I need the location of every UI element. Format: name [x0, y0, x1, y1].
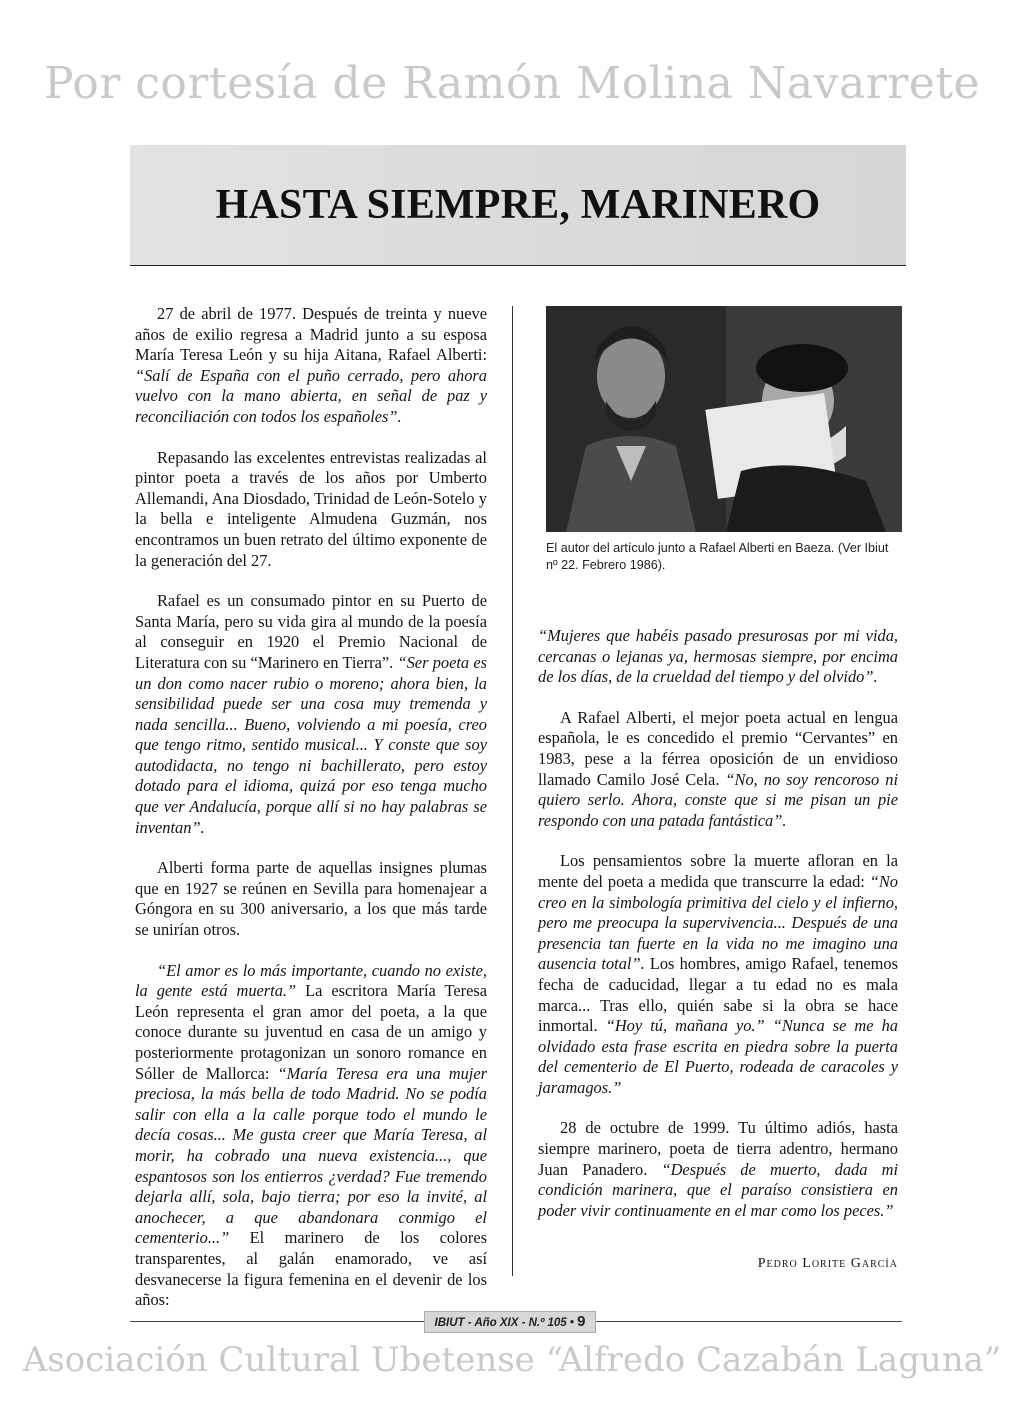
watermark-top: Por cortesía de Ramón Molina Navarrete	[43, 58, 981, 109]
paragraph: 27 de abril de 1977. Después de treinta y nueve años de exilio regresa a Madrid junto a su esposa María Teresa León y su hija Aitana, Rafael Alberti: “Salí de España con el puño cerrado, pero ahora vuelvo con la mano abierta, en señal de paz y reconciliación con todos los españoles”.	[135, 304, 487, 426]
right-column	[538, 626, 898, 1241]
paragraph: A Rafael Alberti, el mejor poeta actual en lengua española, le es concedido el premio “Cervantes” en 1983, pese a la férrea oposición de un envidioso llamado Camilo José Cela. “No, no soy rencoroso ni quiero serlo. Ahora, conste que si me pisan un pie respondo con una patada fantástica”.	[538, 707, 898, 830]
paragraph: Rafael es un consumado pintor en su Puerto de Santa María, pero su vida gira al mundo de la poesía al conseguir en 1920 el Premio Nacional de Literatura con su “Marinero en Tierra”. “Ser poeta es un don como nacer rubio o moreno; ahora bien, la sensibilidad puede ser una cosa muy tremenda y nada sencilla... Bueno, volviendo a mi poesía, creo que tengo ritmo, sentido musical... Y conste que soy autodidacta, no tengo ni bachillerato, pero estoy dotado para el idioma, quizá por eso tenga mucho que ver Andalucía, porque allí si no hay palabras se inventan”.	[135, 591, 487, 837]
photo-illustration	[546, 306, 902, 532]
article-title: HASTA SIEMPRE, MARINERO	[215, 182, 821, 228]
column-divider	[512, 306, 513, 1276]
footer-label	[424, 1311, 596, 1333]
paragraph: 28 de octubre de 1999. Tu último adiós, hasta siempre marinero, poeta de tierra adentro, hermano Juan Panadero. “Después de muerto, dada mi condición marinera, que el paraíso consistiera en poder vivir continuamente en el mar como los peces.”	[538, 1118, 899, 1220]
article-photo	[546, 306, 902, 532]
paragraph: “El amor es lo más importante, cuando no existe, la gente está muerta.” La escritora María Teresa León representa el gran amor del poeta, a la que conoce durante su juventud en casa de un amigo y posteriormente protagonizan un sonoro romance en Sóller de Mallorca: “María Teresa era una mujer preciosa, la más bella de todo Madrid. No se podía salir con ella a la calle porque todo el mundo le decía cosas... Me gusta creer que María Teresa, al morir, ha cobrado una nueva existencia..., que espantosos son los entierros ¿verdad? Fue tremendo dejarla allí, sola, bajo tierra; por eso la invité, al anochecer, a que abandonara conmigo el cementerio...” El marinero de los colores transparentes, al galán enamorado, ve así desvanecerse la figura femenina en el devenir de los años:	[135, 960, 488, 1310]
author-signature: Pedro Lorite García	[757, 1256, 898, 1271]
paragraph: Repasando las excelentes entrevistas realizadas al pintor poeta a través de los años por Umberto Allemandi, Ana Diosdado, Trinidad de León-Sotelo y la bella e inteligente Almudena Guzmán, nos encontramos un buen retrato del último exponente de la generación del 27.	[135, 447, 487, 570]
title-band	[130, 145, 906, 266]
paragraph: Alberti forma parte de aquellas insignes plumas que en 1927 se reúnen en Sevilla para homenajear a Góngora en su 300 aniversario, a los que más tarde se unirían otros.	[135, 858, 487, 940]
left-column	[135, 304, 487, 1331]
footer-rule-left	[130, 1321, 424, 1322]
page-number: 9	[577, 1313, 586, 1330]
paragraph: “Mujeres que habéis pasado presurosas por mi vida, cercanas o lejanas ya, hermosas siempre, por encima de los días, de la crueldad del tiempo y del olvido”.	[538, 626, 898, 687]
footer-publication: IBIUT - Año XIX - N.º 105 •	[434, 1317, 574, 1329]
paragraph: Los pensamientos sobre la muerte afloran en la mente del poeta a medida que transcurre la edad: “No creo en la simbología primitiva del cielo y el infierno, pero me preocupa la supervivencia... Después de una presencia tan fuerte en la vida no me imagino una ausencia total”. Los hombres, amigo Rafael, tenemos fecha de caducidad, llegar a tu edad no es mala marca... Tras ello, quién sabe si la obra se hace inmortal. “Hoy tú, mañana yo.” “Nunca se me ha olvidado esta frase escrita en piedra sobre la puerta del cementerio de El Puerto, rodeada de caracoles y jaramagos.”	[538, 851, 898, 1097]
photo-caption: El autor del artículo junto a Rafael Alberti en Baeza. (Ver Ibiut nº 22. Febrero 1986).	[546, 541, 889, 572]
watermark-bottom: Asociación Cultural Ubetense “Alfredo Cazabán Laguna”	[22, 1340, 1002, 1380]
footer-rule-right	[596, 1321, 902, 1322]
